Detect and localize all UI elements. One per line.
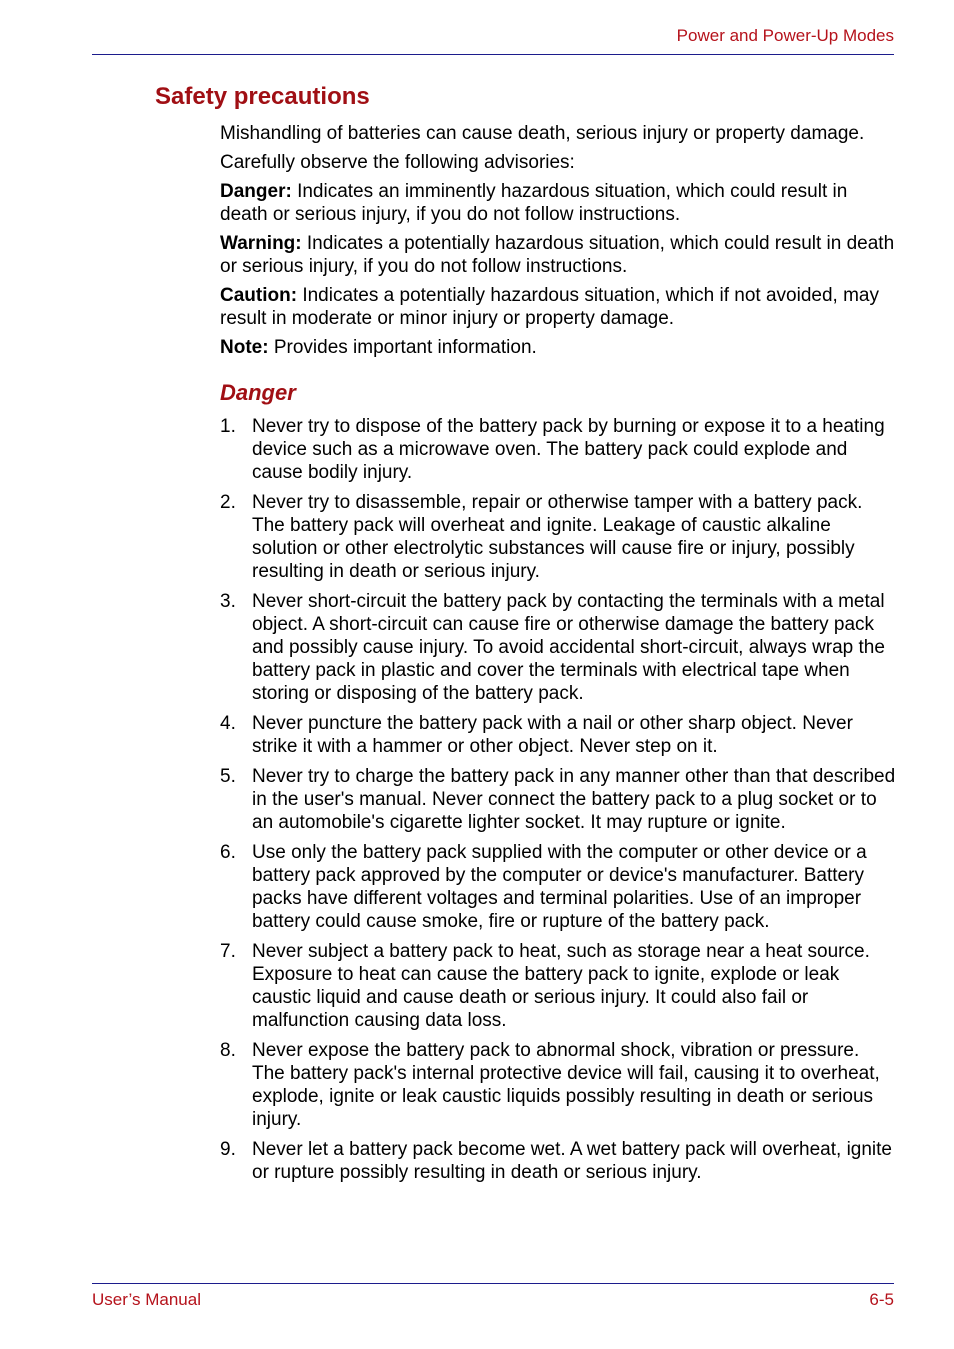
- list-item-text: Use only the battery pack supplied with the computer or other device or a battery pack approved by the computer or device's manufacturer. Battery packs have different voltages and terminal polarities. Use of an improper battery could cause smoke, fire or rupture of the battery pack.: [252, 842, 867, 932]
- footer-manual-name: User’s Manual: [92, 1290, 201, 1309]
- list-item: [220, 1138, 896, 1184]
- advisory-text: Indicates an imminently hazardous situation, which could result in death or serious injury, if you do not follow instructions.: [220, 181, 848, 225]
- section-body: [220, 122, 896, 1191]
- advisory-text: Provides important information.: [268, 337, 537, 358]
- danger-subheading: Danger: [220, 380, 296, 405]
- list-item-number: 1.: [220, 416, 236, 437]
- intro-paragraph: Mishandling of batteries can cause death, serious injury or property damage.: [220, 123, 865, 144]
- list-item: [220, 712, 896, 758]
- list-item-number: 4.: [220, 713, 236, 734]
- advisory-text: Indicates a potentially hazardous situation, which could result in death or serious injury, if you do not follow instructions.: [220, 233, 895, 277]
- list-item: [220, 940, 896, 1032]
- page-number: 6-5: [869, 1290, 894, 1309]
- header-divider: [92, 54, 894, 55]
- list-item-text: Never let a battery pack become wet. A wet battery pack will overheat, ignite or rupture possibly resulting in death or serious injury.: [252, 1139, 892, 1183]
- list-item-text: Never try to dispose of the battery pack by burning or expose it to a heating device such as a microwave oven. The battery pack could explode and cause bodily injury.: [252, 416, 885, 483]
- list-item-number: 9.: [220, 1139, 236, 1160]
- list-item-text: Never short-circuit the battery pack by contacting the terminals with a metal object. A short-circuit can cause fire or otherwise damage the battery pack and possibly cause injury. To avoid accidental short-circuit, always wrap the battery pack in plastic and cover the terminals with electrical tape when storing or disposing of the battery pack.: [252, 591, 885, 704]
- list-item-text: Never try to charge the battery pack in any manner other than that described in the user's manual. Never connect the battery pack to a plug socket or to an automobile's cigarette lighter socket. It may rupture or ignite.: [252, 766, 896, 833]
- list-item: [220, 415, 896, 484]
- list-item: [220, 841, 896, 933]
- observe-paragraph: Carefully observe the following advisories:: [220, 152, 575, 173]
- list-item-number: 5.: [220, 766, 236, 787]
- list-item-text: Never expose the battery pack to abnormal shock, vibration or pressure. The battery pack's internal protective device will fail, causing it to overheat, explode, ignite or leak caustic liquids possibly resulting in death or serious injury.: [252, 1040, 880, 1130]
- advisory-term: Note:: [220, 337, 269, 358]
- list-item: [220, 491, 896, 583]
- advisory-text: Indicates a potentially hazardous situation, which if not avoided, may result in moderate or minor injury or property damage.: [220, 285, 879, 329]
- list-item-number: 3.: [220, 591, 236, 612]
- running-header: Power and Power-Up Modes: [676, 26, 894, 45]
- advisory-term: Warning:: [220, 233, 302, 254]
- list-item-text: Never puncture the battery pack with a nail or other sharp object. Never strike it with a hammer or other object. Never step on it.: [252, 713, 853, 757]
- advisory-caution: [220, 284, 896, 330]
- list-item-number: 7.: [220, 941, 236, 962]
- section-title: Safety precautions: [155, 83, 370, 110]
- advisory-warning: [220, 232, 896, 278]
- footer-divider: [92, 1283, 894, 1284]
- list-item: [220, 765, 896, 834]
- advisory-danger: [220, 180, 896, 226]
- advisory-term: Danger:: [220, 181, 292, 202]
- list-item: [220, 1039, 896, 1131]
- list-item-number: 6.: [220, 842, 236, 863]
- advisory-note: [220, 336, 896, 359]
- list-item-number: 8.: [220, 1040, 236, 1061]
- list-item-number: 2.: [220, 492, 236, 513]
- danger-list: [220, 415, 896, 1184]
- list-item: [220, 590, 896, 705]
- advisory-term: Caution:: [220, 285, 298, 306]
- list-item-text: Never try to disassemble, repair or otherwise tamper with a battery pack. The battery pack will overheat and ignite. Leakage of caustic alkaline solution or other electrolytic substances will cause fire or injury, possibly resulting in death or serious injury.: [252, 492, 863, 582]
- list-item-text: Never subject a battery pack to heat, such as storage near a heat source. Exposure to heat can cause the battery pack to ignite, explode or leak caustic liquid and cause death or serious injury. It could also fail or malfunction causing data loss.: [252, 941, 870, 1031]
